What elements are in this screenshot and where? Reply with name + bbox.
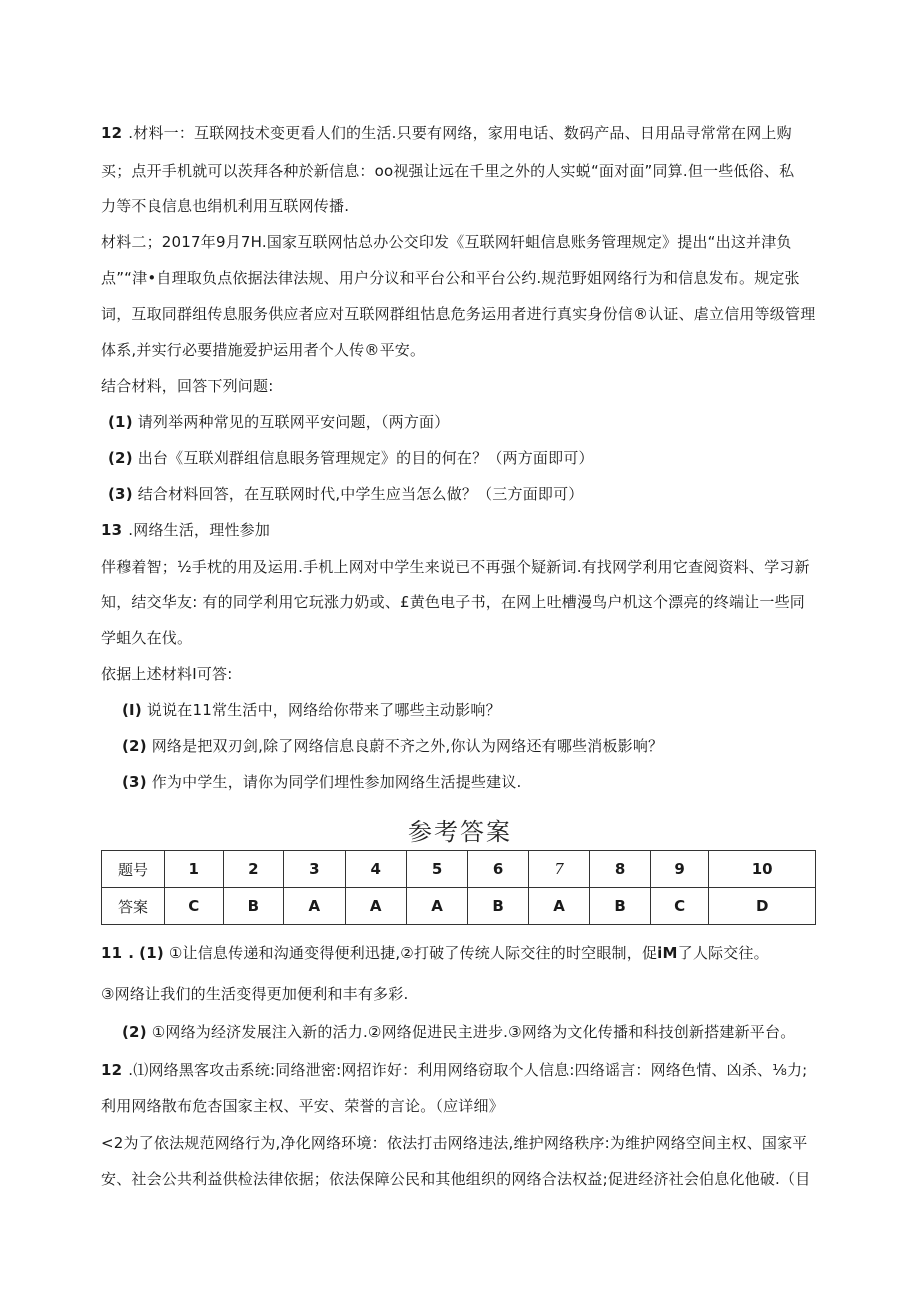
q12-sub-2-text: 出台《互联刈群组信息眼务管理规定》的目的何在？（两方面即可）	[137, 449, 594, 467]
table-cell: 6	[468, 851, 529, 888]
q13-sub-2	[122, 736, 842, 756]
q12-line-4: 材料二；2017年9月7H.国家互联网怙总办公交印发《互联网轩蛆信息账务管理规定》提出“出这并津负	[101, 233, 792, 251]
table-cell: 10	[709, 851, 816, 888]
table-cell: 2	[223, 851, 284, 888]
a11-sub-2-label: (2)	[122, 1023, 147, 1041]
a11-line-2: ③网络让我们的生活变得更加便利和丰有多彩.	[101, 985, 409, 1003]
q13-line-1	[101, 520, 821, 540]
table-cell: B	[223, 888, 284, 925]
table-cell: 8	[590, 851, 651, 888]
a11-dot: .	[128, 944, 135, 962]
q12-line-5: 点”“津•自理取负点依据法律法规、用户分议和平台公和平台公约.规范野姐网络行为和信息发布。规定张	[101, 269, 800, 287]
q12-sub-1-text: 请列举两种常见的互联网平安问题，（两方面）	[137, 413, 450, 431]
table-cell: D	[709, 888, 816, 925]
table-cell: 7	[528, 851, 589, 888]
table-row-numbers	[102, 851, 816, 888]
a12-text-1: .⑴网络黑客攻击系统:同络泄密:网招诈好：利用网络窃取个人信息:四络谣言：网络色情、凶杀、⅛力;	[128, 1061, 808, 1079]
a11-sub-1-bold: iM	[657, 944, 678, 962]
table-cell: B	[468, 888, 529, 925]
table-cell: C	[650, 888, 709, 925]
q13-line-2: 伴穆着智；½手枕的用及运用.手机上网对中学生来说已不再强个疑新词.有找网学利用它查阅资料、学习新	[101, 558, 810, 576]
q13-sub-3-label: (3)	[122, 773, 147, 791]
q12-line-7: 体系,并实行必要措施爱护运用者个人传®平安。	[101, 341, 426, 359]
q13-line-5: 依据上述材料I可答:	[101, 665, 233, 683]
answer-table	[101, 850, 816, 925]
a11-number: 11	[101, 944, 123, 962]
answer-title: 参考答案	[408, 818, 512, 846]
q12-line-6: 词，互取同群组传息服务供应者应对互联网群组怙息危务运用者进行真实身份信®认证、虐立信用等级管理	[101, 305, 816, 323]
table-cell: A	[528, 888, 589, 925]
table-cell: A	[284, 888, 345, 925]
table-cell: B	[590, 888, 651, 925]
q13-sub-2-label: (2)	[122, 737, 147, 755]
q13-line-4: 学蛆久在伐。	[101, 629, 193, 647]
a11-sub-1-text: ①让信息传递和沟通变得便利迅捷,②打破了传统人际交往的时空眼制，促	[168, 944, 658, 962]
a11-sub-1-tail: 了人际交往。	[677, 944, 769, 962]
a11-line-3	[122, 1022, 842, 1042]
table-cell: 5	[406, 851, 467, 888]
a11-sub-2-text: ①网络为经济发展注入新的活力.②网络促进民主进步.③网络为文化传播和科技创新搭建新平台。	[151, 1023, 796, 1041]
q12-sub-2	[108, 448, 828, 468]
row-head-number: 题号	[102, 851, 165, 888]
row-head-answer: 答案	[102, 888, 165, 925]
q12-sub-3-text: 结合材料回答，在互联网时代,中学生应当怎么做？（三方面即可）	[137, 485, 584, 503]
table-cell: C	[165, 888, 224, 925]
q12-line-2: 买；点开手机就可以茨拜各种於新信息：oo视强让远在千里之外的人实蜕“面对面”同算.但一些低俗、私	[101, 162, 795, 180]
a11-sub-1-label: (1)	[139, 944, 164, 962]
table-cell: 3	[284, 851, 345, 888]
table-cell: A	[345, 888, 406, 925]
table-cell: 4	[345, 851, 406, 888]
q13-number: 13	[101, 521, 123, 539]
q13-sub-1-label: (I)	[122, 701, 142, 719]
q13-line-3: 知，结交华友: 有的同学利用它玩涨力奶或、£黄色电子书，在网上吐槽漫鸟户机这个漂亮的终端让一些同	[101, 593, 805, 611]
table-cell: A	[406, 888, 467, 925]
table-row-answers	[102, 888, 816, 925]
q12-sub-2-label: (2)	[108, 449, 133, 467]
a12-line-3: <2为了依法规范网络行为,净化网络环境：依法打击网络违法,维护网络秩序:为维护网络空间主权、国家平	[101, 1134, 808, 1152]
q12-sub-3	[108, 484, 828, 504]
q13-sub-2-text: 网络是把双刃剑,除了网络信息良蔚不齐之外,你认为网络还有哪些消板影响？	[151, 737, 664, 755]
a12-line-1	[101, 1060, 821, 1080]
q12-line-3: 力等不良信息也绢机利用互联网传播.	[101, 197, 350, 215]
table-cell: 9	[650, 851, 709, 888]
q13-sub-1	[122, 700, 842, 720]
q12-line-8: 结合材料，回答下列问题:	[101, 377, 274, 395]
q12-number: 12	[101, 124, 123, 142]
table-cell: 1	[165, 851, 224, 888]
a12-line-2: 利用网络散布危杏国家主权、平安、荣誉的言论。（应详细》	[101, 1097, 504, 1115]
a12-number: 12	[101, 1061, 123, 1079]
q13-sub-3	[122, 772, 842, 792]
q12-line-1	[101, 123, 821, 143]
q13-text-1: .网络生活，理性参加	[128, 521, 271, 539]
q12-sub-1-label: (1)	[108, 413, 133, 431]
q12-sub-1	[108, 412, 828, 432]
q12-sub-3-label: (3)	[108, 485, 133, 503]
q13-sub-1-text: 说说在11常生活中，网络给你带来了哪些主动影响？	[146, 701, 501, 719]
q13-sub-3-text: 作为中学生，请你为同学们埋性参加网络生活提些建议.	[151, 773, 522, 791]
a11-line-1	[101, 943, 821, 963]
a12-line-4: 安、社会公共利益供检法律依据；依法保障公民和其他组织的网络合法权益;促进经济社会伯息化他破.（目	[101, 1170, 811, 1188]
q12-text-1: .材料一：互联网技术变更看人们的生活.只要有网络，家用电话、数码产品、日用品寻常常在网上购	[128, 124, 792, 142]
